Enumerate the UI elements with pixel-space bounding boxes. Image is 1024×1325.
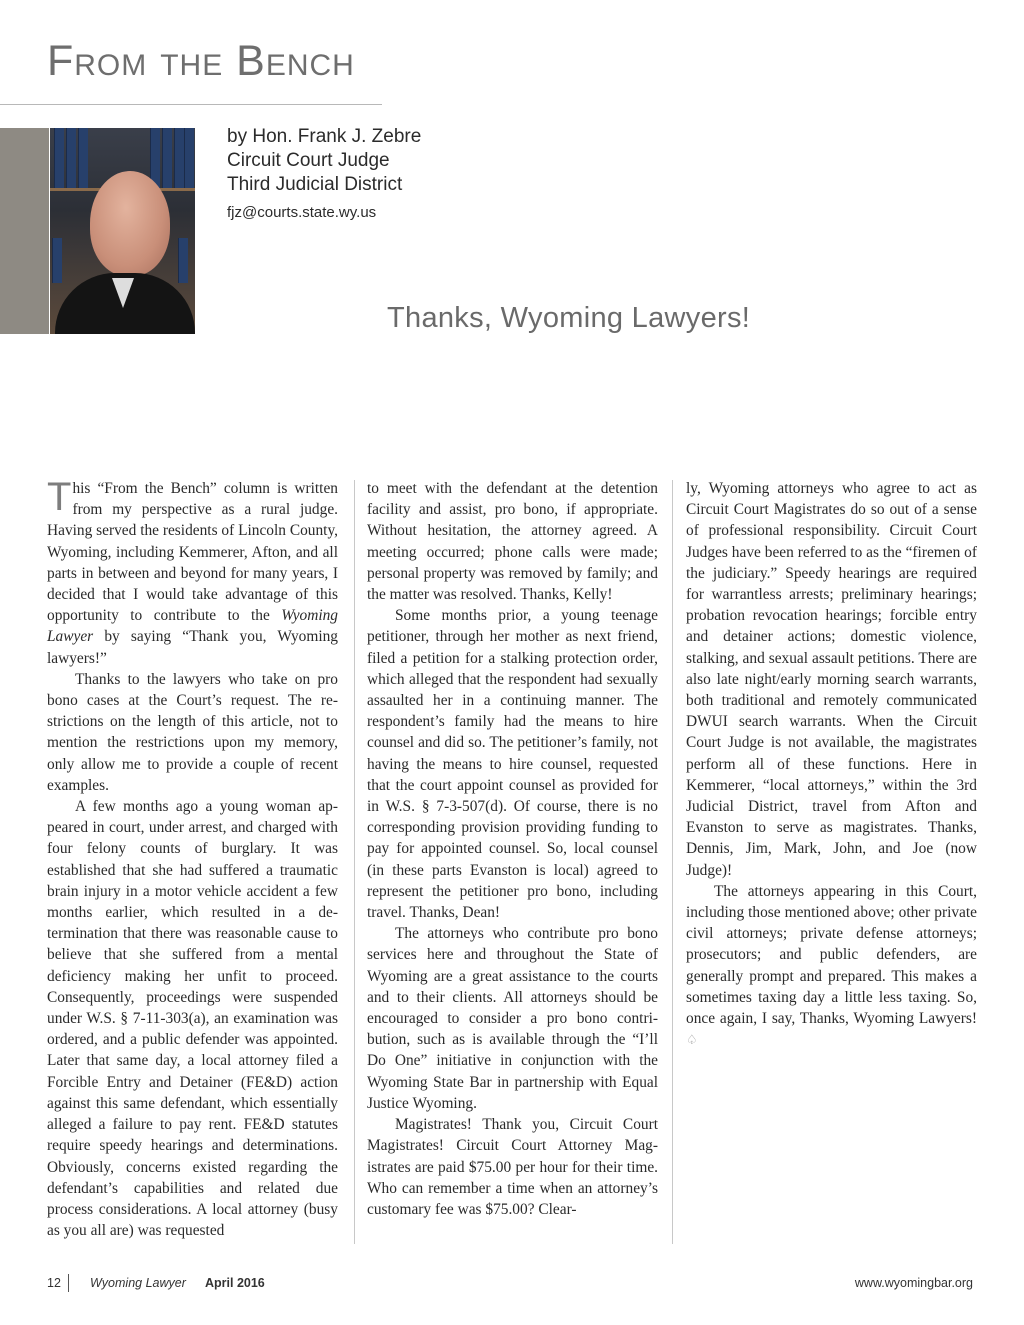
footer-separator	[68, 1274, 69, 1292]
paragraph: Magistrates! Thank you, Circuit Court Magistrates! Circuit Court Attorney Magistrates are paid $75.00 per hour for their time. Who can remember a time when an attorney’s customary fee was $75.00? Clear-	[367, 1116, 658, 1218]
paragraph: Some months prior, a young teenage petitioner, through her mother as next friend, filed a petition for a stalking protection order, which alleged that the respondent had sexually assaulted her in a continuing manner. The respondent’s family had the means to hire counsel and did so. The petitioner’s family, not having the means to hire counsel, requested that the court appoint counsel as provided for in W.S. § 7-3-507(d). Of course, there is no corresponding provision providing funding to pay for appointed counsel. So, local counsel (in these parts Evanston is local) agreed to represent the petitioner pro bono, including travel. Thanks, Dean!	[367, 607, 658, 922]
article-column-1	[47, 475, 338, 1241]
author-photo	[50, 128, 195, 334]
paragraph: A few months ago a young woman appeared in court, under arrest, and charged with four felony counts of burglary. It was established that she had suffered a traumatic brain injury in a motor vehicle accident a few months earlier, which resulted in a determination that there was reasonable cause to believe that she suffered from a mental deficiency making her unfit to proceed. Consequently, proceedings were suspended under W.S. § 7-11-303(a), an examination was ordered, and a public defender was appointed. Later that same day, a local attorney filed a Forcible Entry and Detainer (FE&D) action against this same defendant, which essentially alleged a failure to pay rent. FE&D statutes require speedy hearings and determinations. Obviously, concerns existed regarding the defendant’s capabilities and related due process considerations. A local attorney (busy as you all are) was requested	[47, 798, 338, 1240]
article-title: Thanks, Wyoming Lawyers!	[387, 302, 751, 334]
paragraph-text: by saying “Thank you, Wyoming lawyers!”	[47, 628, 338, 667]
byline-district: Third Judicial District	[227, 174, 403, 195]
paragraph: ly, Wyoming attorneys who agree to act as Circuit Court Magistrates do so out of a sense of professional responsibility. Circuit Court Judges have been referred to as the “firemen of the judiciary.” Speedy hearings are required for warrantless arrests; preliminary hearings; probation revocation hearings; forcible entry and detainer actions; domestic violence, stalking, and sexual assault petitions. There are also late night/early morning search warrants, both traditional and remotely communicated DWUI search warrants. When the Circuit Court Judge is not available, the magistrates perform all of these functions. Here in Kemmerer, “local attorneys,” within the 3rd Judicial District, travel from Afton and Evanston to serve as magistrates. Thanks, Dennis, Jim, Mark, John, and Joe (now Judge)!	[686, 480, 977, 879]
footer-date: April 2016	[205, 1276, 265, 1290]
paragraph	[47, 475, 338, 669]
photo-book	[78, 128, 88, 188]
photo-book	[174, 128, 184, 188]
photo-book	[66, 128, 76, 188]
decorative-side-bar	[0, 128, 49, 334]
photo-book	[184, 128, 194, 188]
page-footer	[47, 1274, 977, 1292]
byline	[227, 125, 421, 223]
photo-book	[52, 238, 62, 283]
article-column-2	[367, 478, 658, 1220]
section-title: From the Bench	[47, 37, 355, 85]
photo-portrait-face	[90, 171, 170, 276]
photo-book	[178, 238, 188, 283]
paragraph: to meet with the defendant at the detention facility and assist, pro bono, if appropriate. Without hesitation, the attorney agreed. A meeting occurred; phone calls were made; personal property was removed by family; and the matter was resolved. Thanks, Kelly!	[367, 480, 658, 604]
drop-cap: T	[47, 475, 72, 519]
photo-book	[162, 128, 172, 188]
footer-publication: Wyoming Lawyer	[90, 1276, 186, 1290]
page-number: 12	[47, 1276, 61, 1290]
article-column-3	[686, 478, 977, 1050]
column-divider	[672, 480, 673, 1244]
photo-book	[54, 128, 64, 188]
footer-website-link[interactable]: www.wyomingbar.org	[854, 1276, 973, 1290]
paragraph	[686, 881, 977, 1051]
paragraph-text: his “From the Bench” column is written from my perspective as a rural judge. Having served the residents of Lincoln County, Wyoming, including Kemmerer, Afton, and all parts in between and beyond for many years, I decided that I would take advantage of this opportunity to contribute to the	[47, 480, 338, 625]
paragraph: The attorneys who contribute pro bono services here and throughout the State of Wyoming are a great assistance to the courts and to their clients. All attorneys should be encouraged to consider a pro bono contribution, such as is available through the “I’ll Do One” initiative in conjunction with the Wyoming State Bar in partnership with Equal Justice Wyoming.	[367, 925, 658, 1112]
paragraph-text: The attorneys appearing in this Court, including those mentioned above; other private civil attorneys; private defense attorneys; prosecutors; and public defenders, are generally prompt and prepared. This makes a sometimes taxing day a little less taxing. So, once again, I say, Thanks, Wyoming Lawyers!	[686, 882, 977, 1028]
byline-author: by Hon. Frank J. Zebre	[227, 126, 422, 147]
paragraph: Thanks to the lawyers who take on pro bono cases at the Court’s request. The restrictions on the length of this article, not to mention the restrictions upon my memory, only allow me to provide a couple of recent examples.	[47, 670, 338, 794]
header-rule	[0, 104, 382, 105]
end-mark-icon: ♤	[686, 1032, 698, 1048]
publication-italic: Wyoming Lawyer	[47, 607, 338, 646]
byline-email: fjz@courts.state.wy.us	[227, 204, 377, 221]
byline-position: Circuit Court Judge	[227, 150, 390, 171]
column-divider	[354, 480, 355, 1244]
